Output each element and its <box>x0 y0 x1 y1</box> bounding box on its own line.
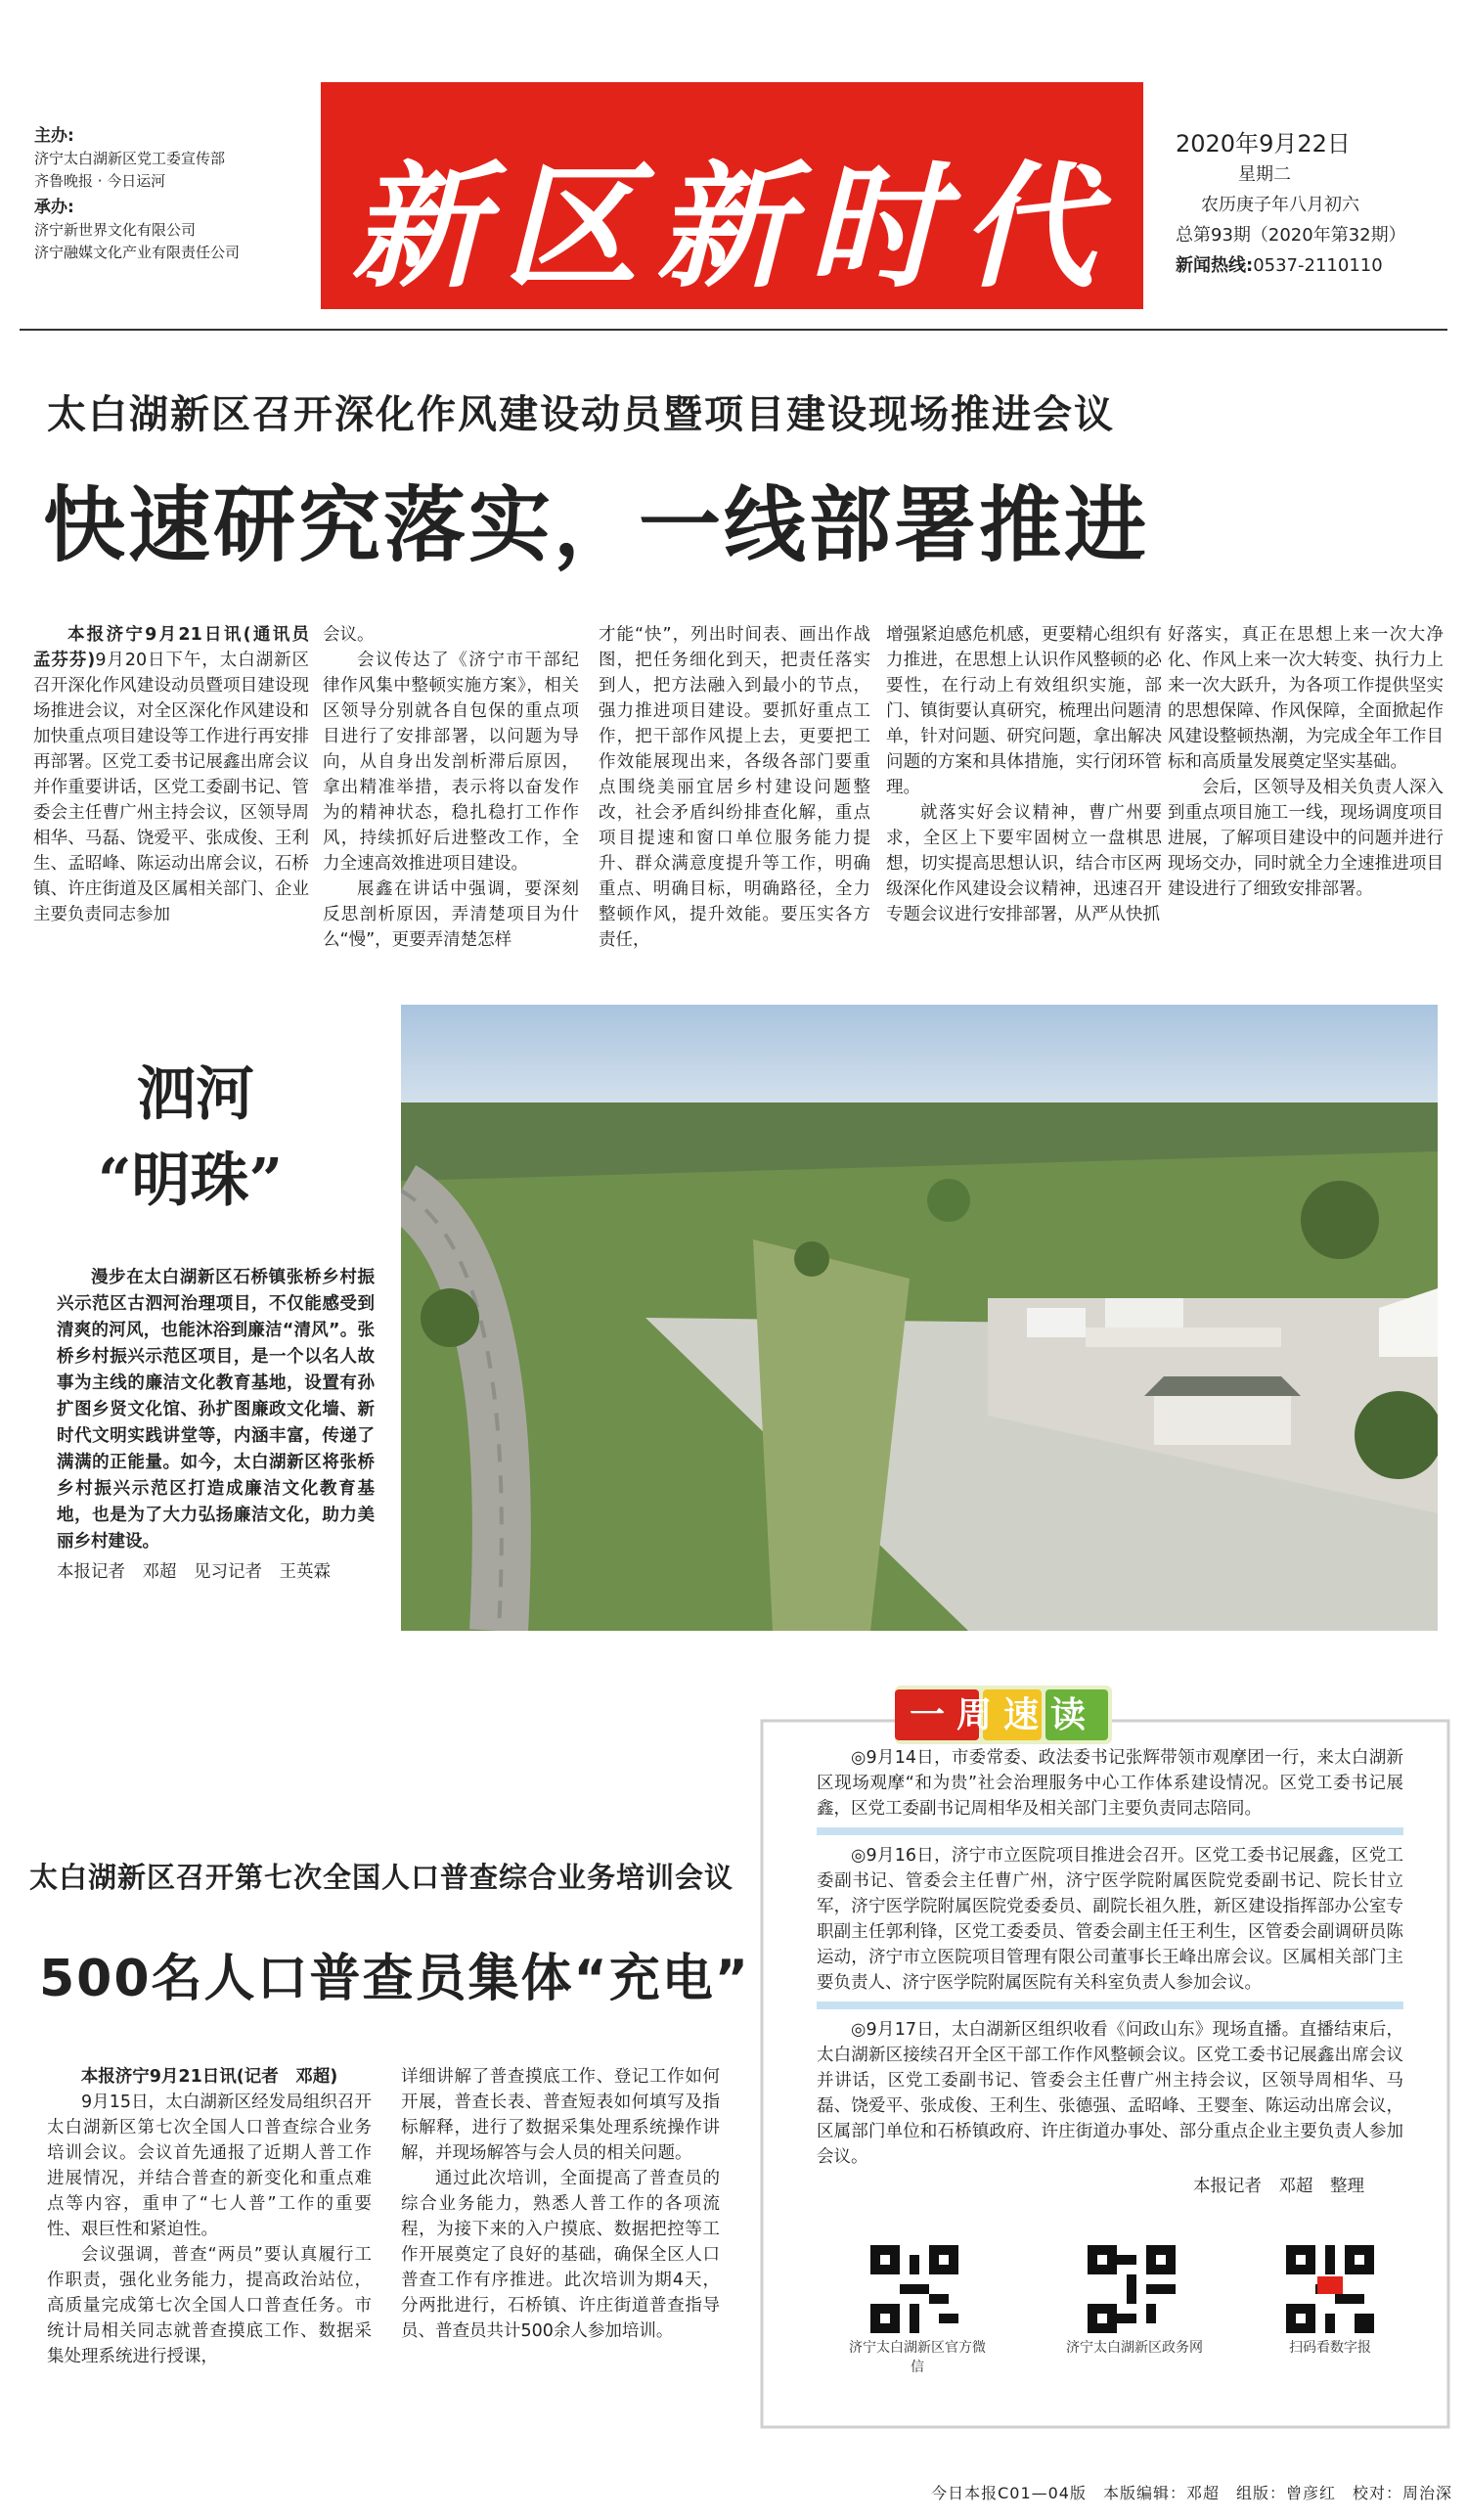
masthead-logo <box>321 82 1143 309</box>
lead-column-1 <box>33 622 327 927</box>
issue-date: 2020年9月22日 <box>1176 130 1351 158</box>
lead-col4-a: 增强紧迫感危机感，更要精心组织有力推进，在思想上认识作风整顿的必要性，在行动上有效组织实施，部门、镇街要认真研究，梳理出问题清单，针对问题、研究问题，拿出解决问题的方案和具体措施，实行闭环管理。 <box>886 625 1162 797</box>
organizer-1: 济宁新世界文化有限公司 <box>34 221 197 239</box>
organizer-label: 承办: <box>34 198 74 217</box>
page-footer: 今日本报C01—04版 本版编辑：邓超 组版：曾彦红 校对：周治深 <box>931 2484 1452 2502</box>
photo-title-line1: 泗河 <box>137 1060 254 1129</box>
photo-story-text <box>57 1265 375 1586</box>
lead-column-3 <box>599 622 870 953</box>
qr-block-wechat <box>849 2245 986 2376</box>
masthead-title: 新区新时代 <box>350 147 1114 306</box>
masthead-rule <box>20 329 1447 331</box>
sponsor-2: 齐鲁晚报 · 今日运河 <box>34 172 166 190</box>
qr-block-digital <box>1262 2245 1399 2357</box>
issue-number: 总第93期（2020年第32期） <box>1176 225 1406 246</box>
second-byline: 本报济宁9月21日讯(记者 邓超) <box>80 2067 338 2087</box>
qr-caption-wechat: 济宁太白湖新区官方微信 <box>849 2340 986 2375</box>
lunar-date: 农历庚子年八月初六 <box>1201 195 1359 215</box>
aerial-photo <box>401 1005 1438 1631</box>
issue-weekday: 星期二 <box>1238 164 1291 185</box>
organizer-2: 济宁融媒文化产业有限责任公司 <box>34 244 241 261</box>
qr-caption-digital: 扫码看数字报 <box>1289 2340 1371 2356</box>
lead-col1-text: 9月20日下午，太白湖新区召开深化作风建设动员暨项目建设现场推进会议，对全区深化作风建设和加快重点项目建设等工作进行再安排再部署。区党工委书记展鑫出席会议并作重要讲话，区党工委副书记、管委会主任曹广州主持会议，区领导周相华、马磊、饶爱平、张成俊、王利生、孟昭峰、陈运动出席会议，石桥镇、许庄街道及区属相关部门、企业主要负责同志参加 <box>33 651 310 924</box>
qr-code-icon[interactable] <box>1286 2245 1374 2333</box>
qr-block-gov <box>1066 2245 1203 2357</box>
lead-col4-b: 就落实好会议精神，曹广州要求，全区上下要牢固树立一盘棋思想，切实提高思想认识，结合市区两级深化作风建设会议精神，迅速召开专题会议进行安排部署，从严从快抓 <box>886 803 1162 924</box>
weekly-item-3: ◎9月17日，太白湖新区组织收看《问政山东》现场直播。直播结束后，太白湖新区接续召开全区干部工作作风整顿会议。区党工委书记展鑫出席会议并讲话，区党工委副书记、管委会主任曹广州主持会议，区领导周相华、马磊、饶爱平、张成俊、王利生、张德强、孟昭峰、王婴奎、陈运动出席会议，区属部门单位和石桥镇政府、许庄街道办事处、部分重点企业主要负责人参加会议。 <box>817 2020 1403 2167</box>
weekly-separator <box>817 2002 1403 2009</box>
lead-col5-a: 好落实，真正在思想上来一次大净化、作风上来一次大转变、执行力上来一次大跃升，为各项工作提供坚实的思想保障、作风保障，全面掀起作风建设整顿热潮，为完成全年工作目标和高质量发展奠定坚实基础。 <box>1168 625 1444 772</box>
lead-headline: 快速研究落实，一线部署推进 <box>43 477 1150 573</box>
photo-story-title <box>98 1052 284 1224</box>
second-col2-b: 通过此次培训，全面提高了普查员的综合业务能力，熟悉人普工作的各项流程，为接下来的入户摸底、数据把控等工作开展奠定了良好的基础，确保全区人口普查工作有序推进。此次培训为期4天，分两批进行，石桥镇、许庄街道普查指导员、普查员共计500余人参加培训。 <box>401 2169 720 2341</box>
second-col1-b: 会议强调，普查“两员”要认真履行工作职责，强化业务能力，提高政治站位，高质量完成第七次全国人口普查任务。市统计局相关同志就普查摸底工作、数据采集处理系统进行授课， <box>47 2245 372 2366</box>
second-kicker: 太白湖新区召开第七次全国人口普查综合业务培训会议 <box>29 1861 734 1894</box>
photo-story-credit: 本报记者 邓超 见习记者 王英霖 <box>57 1562 331 1582</box>
weekly-credit: 本报记者 邓超 整理 <box>1193 2177 1364 2196</box>
lead-byline: 本报济宁9月21日讯(通讯员 孟芬芬) <box>33 625 327 670</box>
second-column-1 <box>47 2064 372 2369</box>
lead-column-5 <box>1168 622 1444 902</box>
qr-code-icon[interactable] <box>1088 2245 1176 2333</box>
second-headline: 500名人口普查员集体“充电” <box>39 1950 750 2008</box>
weekly-separator <box>817 1827 1403 1835</box>
weekly-item-2: ◎9月16日，济宁市立医院项目推进会召开。区党工委书记展鑫，区党工委副书记、管委会主任曹广州，济宁医学院附属医院党委副书记、院长甘立军，济宁医学院附属医院党委委员、副院长祖久胜，新区建设指挥部办公室专职副主任郭利锋，区党工委委员、管委会副主任王利生，区管委会副调研员陈运动，济宁市立医院项目管理有限公司董事长王峰出席会议。区属相关部门主要负责人、济宁医学院附属医院有关科室负责人参加会议。 <box>817 1846 1403 1993</box>
hotline-number: 0537-2110110 <box>1253 255 1383 276</box>
second-column-2 <box>401 2064 720 2344</box>
photo-title-line2: “明珠” <box>98 1147 284 1215</box>
qr-code-icon[interactable] <box>870 2245 958 2333</box>
lead-column-2 <box>323 622 579 953</box>
lead-kicker: 太白湖新区召开深化作风建设动员暨项目建设现场推进会议 <box>47 392 1115 437</box>
weekly-tag <box>895 1678 1112 1750</box>
lead-col3: 才能“快”，列出时间表、画出作战图，把任务细化到天，把责任落实到人，把方法融入到最小的节点，强力推进项目建设。要抓好重点工作，把干部作风提上去，更要把工作效能展现出来，各级各部门要重点围绕美丽宜居乡村建设问题整改，社会矛盾纠纷排查化解，重点项目提速和窗口单位服务能力提升、群众满意度提升等工作，明确重点、明确目标，明确路径，全力整顿作风，提升效能。要压实各方责任， <box>599 625 870 950</box>
qr-caption-gov: 济宁太白湖新区政务网 <box>1066 2340 1203 2356</box>
sponsor-1: 济宁太白湖新区党工委宣传部 <box>34 150 226 167</box>
hotline-label: 新闻热线: <box>1176 255 1254 276</box>
lead-col2-c: 展鑫在讲话中强调，要深刻反思剖析原因，弄清楚项目为什么“慢”，更要弄清楚怎样 <box>323 879 579 950</box>
lead-col5-b: 会后，区领导及相关负责人深入到重点项目施工一线，现场调度项目进展，了解项目建设中的问题并进行现场交办，同时就全力全速推进项目建设进行了细致安排部署。 <box>1168 778 1444 899</box>
lead-col2-a: 会议。 <box>323 625 375 645</box>
sponsor-label: 主办: <box>34 126 74 146</box>
date-block <box>1176 129 1449 281</box>
weekly-tag-text: 一周速读 <box>909 1695 1098 1735</box>
sponsor-block <box>34 125 328 264</box>
weekly-body <box>817 1745 1403 2199</box>
second-col2-a: 详细讲解了普查摸底工作、登记工作如何开展，普查长表、普查短表如何填写及指标解释，进行了数据采集处理系统操作讲解，并现场解答与会人员的相关问题。 <box>401 2067 720 2163</box>
lead-column-4 <box>886 622 1162 927</box>
weekly-item-1: ◎9月14日，市委常委、政法委书记张辉带领市观摩团一行，来太白湖新区现场观摩“和为贵”社会治理服务中心工作体系建设情况。区党工委书记展鑫，区党工委副书记周相华及相关部门主要负责同志陪同。 <box>817 1748 1403 1819</box>
lead-col2-b: 会议传达了《济宁市干部纪律作风集中整顿实施方案》，相关区领导分别就各自包保的重点项目进行了安排部署，以问题为导向，从自身出发剖析滞后原因，拿出精准举措，表示将以奋发作为的精神状态，稳扎稳打工作作风，持续抓好后进整改工作，全力全速高效推进项目建设。 <box>323 651 579 874</box>
photo-story-body: 漫步在太白湖新区石桥镇张桥乡村振兴示范区古泗河治理项目，不仅能感受到清爽的河风，也能沐浴到廉洁“清风”。张桥乡村振兴示范区项目，是一个以名人故事为主线的廉洁文化教育基地，设置有孙扩图乡贤文化馆、孙扩图廉政文化墙、新时代文明实践讲堂等，内涵丰富，传递了满满的正能量。如今，太白湖新区将张桥乡村振兴示范区打造成廉洁文化教育基地，也是为了大力弘扬廉洁文化，助力美丽乡村建设。 <box>57 1268 375 1552</box>
second-col1: 9月15日，太白湖新区经发局组织召开太白湖新区第七次全国人口普查综合业务培训会议。会议首先通报了近期人普工作进展情况，并结合普查的新变化和重点难点等内容，重申了“七人普”工作的重要性、艰巨性和紧迫性。 <box>47 2092 372 2239</box>
